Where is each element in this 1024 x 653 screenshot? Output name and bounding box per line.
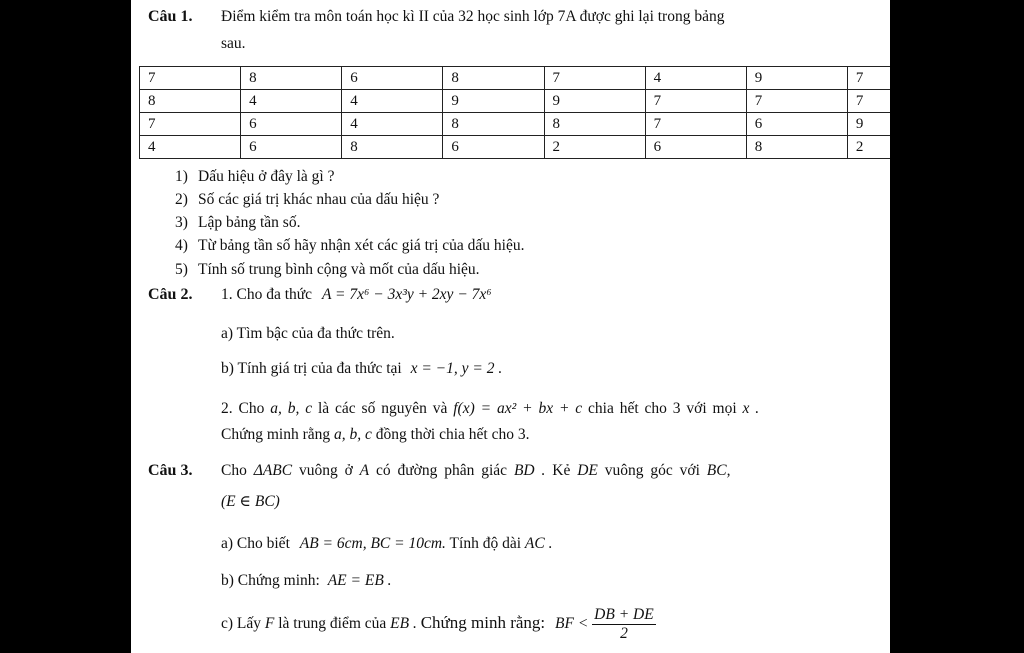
table-cell: 7 <box>645 113 746 136</box>
table-cell: 7 <box>544 67 645 90</box>
q3-text-ke: Kẻ <box>552 462 571 479</box>
q3-bd: BD . <box>513 462 546 479</box>
q3-part-c <box>221 606 656 643</box>
table-cell: 2 <box>847 136 890 159</box>
list-item <box>175 191 439 209</box>
table-cell: 8 <box>342 136 443 159</box>
table-cell: 8 <box>746 136 847 159</box>
q3-text-vuong: vuông ở <box>298 462 353 479</box>
table-cell: 7 <box>746 90 847 113</box>
q2-part2-prove: Chứng minh rằng <box>221 426 331 443</box>
q3-c-eb: EB . <box>390 615 417 633</box>
q2-part2-line2 <box>221 426 530 444</box>
list-item-number: 5) <box>175 261 188 278</box>
q3-b-formula: AE = EB . <box>327 572 392 589</box>
list-item-text: Từ bảng tần số hãy nhận xét các giá trị của dấu hiệu. <box>198 237 525 254</box>
q2-part2-vars2: a, b, c <box>334 426 372 443</box>
q2-part2-text2: chia hết cho 3 với mọi <box>588 400 737 417</box>
q1-label: Câu 1. <box>148 8 193 25</box>
table-cell: 9 <box>544 90 645 113</box>
q1-text-line1: Điểm kiểm tra môn toán học kì II của 32 học sinh lớp 7A được ghi lại trong bảng <box>221 8 725 25</box>
table-cell: 6 <box>443 136 544 159</box>
list-item-number: 4) <box>175 237 188 254</box>
q3-text-perp: vuông góc với <box>604 462 700 479</box>
q3-c-lhs: BF < <box>555 615 589 633</box>
q3-part-b <box>221 572 392 590</box>
table-cell: 4 <box>140 136 241 159</box>
q3-c-numerator: DB + DE <box>594 606 654 623</box>
table-cell: 2 <box>544 136 645 159</box>
q2-part1 <box>221 286 492 304</box>
q2-part2-x: x . <box>742 400 760 417</box>
q3-b-text: b) Chứng minh: <box>221 572 320 589</box>
q3-a-ac: AC . <box>524 535 553 552</box>
q3-a-text: a) Cho biết <box>221 535 290 552</box>
table-cell: 7 <box>847 67 890 90</box>
document-page <box>131 0 890 653</box>
q3-c-f: F <box>264 615 275 633</box>
list-item-text: Số các giá trị khác nhau của dấu hiệu ? <box>198 191 440 208</box>
table-row <box>140 90 891 113</box>
score-table <box>139 66 890 159</box>
table-cell: 6 <box>746 113 847 136</box>
q3-line2: (E ∈ BC) <box>221 493 280 510</box>
table-cell: 7 <box>645 90 746 113</box>
list-item <box>175 168 334 186</box>
q3-vertex-a: A <box>359 462 370 479</box>
table-cell: 6 <box>241 136 342 159</box>
table-cell: 8 <box>443 113 544 136</box>
q2-part2-function: f(x) = ax² + bx + c <box>453 400 583 417</box>
q3-c-denominator: 2 <box>620 625 628 642</box>
q3-a-formula: AB = 6cm, BC = 10cm. <box>299 535 446 552</box>
table-cell: 8 <box>544 113 645 136</box>
q2-part2-tail: đồng thời chia hết cho 3. <box>375 426 530 443</box>
list-item-number: 3) <box>175 214 188 231</box>
table-cell: 7 <box>847 90 890 113</box>
q3-part-a <box>221 535 552 553</box>
list-item <box>175 261 480 279</box>
q2-part1-b-text: b) Tính giá trị của đa thức tại <box>221 360 402 377</box>
table-cell: 8 <box>140 90 241 113</box>
q2-part2-line1 <box>221 400 759 418</box>
table-cell: 6 <box>241 113 342 136</box>
table-row <box>140 113 891 136</box>
table-cell: 6 <box>342 67 443 90</box>
q3-c-text: c) Lấy <box>221 615 262 633</box>
table-cell: 9 <box>746 67 847 90</box>
table-cell: 8 <box>443 67 544 90</box>
q3-de: DE <box>577 462 598 479</box>
q3-c-fraction <box>592 606 656 643</box>
list-item-number: 2) <box>175 191 188 208</box>
q2-part1-b <box>221 360 502 378</box>
table-cell: 9 <box>443 90 544 113</box>
table-cell: 8 <box>241 67 342 90</box>
q3-c-prove: Chứng minh rằng: <box>420 613 546 633</box>
q2-part2-cho: 2. Cho <box>221 400 265 417</box>
table-cell: 7 <box>140 67 241 90</box>
q3-triangle: ΔABC <box>253 462 293 479</box>
q3-label: Câu 3. <box>148 462 193 479</box>
q3-c-text2: là trung điểm của <box>278 615 387 633</box>
list-item <box>175 214 300 232</box>
table-cell: 4 <box>645 67 746 90</box>
list-item-number: 1) <box>175 168 188 185</box>
q2-part1-a: a) Tìm bậc của đa thức trên. <box>221 325 395 342</box>
list-item-text: Tính số trung bình cộng và mốt của dấu hiệu. <box>198 261 480 278</box>
q2-polynomial: A = 7x⁶ − 3x³y + 2xy − 7x⁶ <box>321 286 492 303</box>
table-row <box>140 67 891 90</box>
q3-line1 <box>221 462 730 480</box>
q3-a-tail: Tính độ dài <box>449 535 522 552</box>
table-cell: 4 <box>342 113 443 136</box>
list-item-text: Dấu hiệu ở đây là gì ? <box>198 168 335 185</box>
q2-label: Câu 2. <box>148 286 193 303</box>
q2-part2-text: là các số nguyên và <box>317 400 448 417</box>
list-item-text: Lập bảng tần số. <box>198 214 301 231</box>
table-cell: 4 <box>241 90 342 113</box>
q1-text-line2: sau. <box>221 35 246 52</box>
table-cell: 7 <box>140 113 241 136</box>
q2-part1-text: 1. Cho đa thức <box>221 286 313 303</box>
list-item <box>175 237 524 255</box>
q2-part1-b-formula: x = −1, y = 2 . <box>410 360 503 377</box>
q3-text-bisector: có đường phân giác <box>376 462 508 479</box>
q3-bc: BC, <box>706 462 731 479</box>
table-cell: 6 <box>645 136 746 159</box>
table-cell: 4 <box>342 90 443 113</box>
table-row <box>140 136 891 159</box>
q3-cho: Cho <box>221 462 247 479</box>
q2-part2-vars: a, b, c <box>270 400 313 417</box>
table-cell: 9 <box>847 113 890 136</box>
